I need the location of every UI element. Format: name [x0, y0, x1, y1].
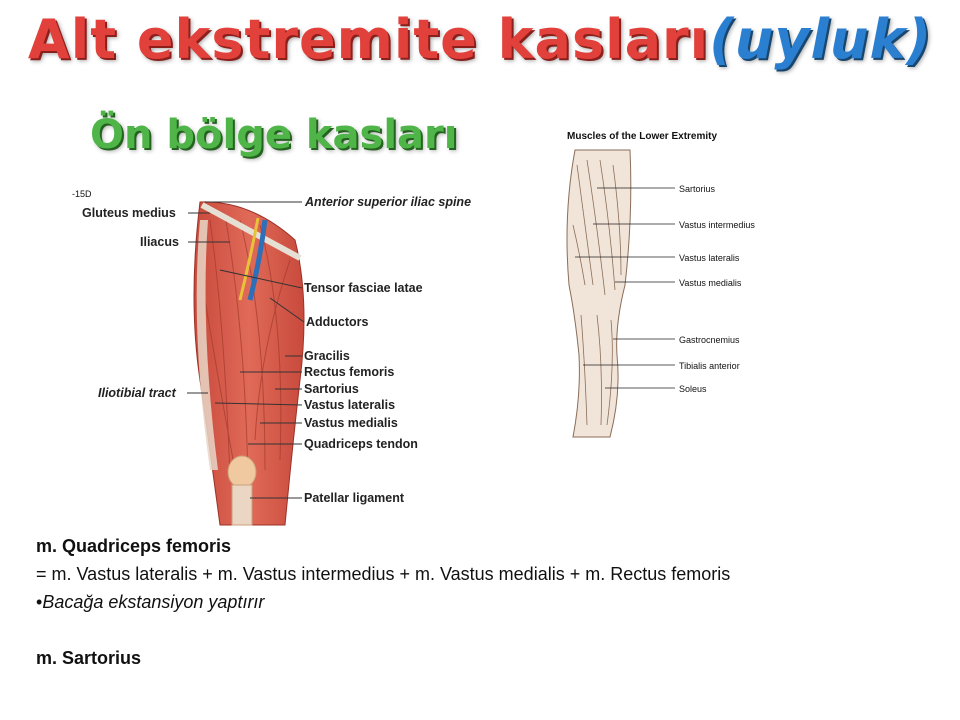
heading-quadriceps: m. Quadriceps femoris — [36, 536, 232, 556]
lower-extremity-title: Muscles of the Lower Extremity — [567, 131, 718, 142]
quadriceps-formula: = m. Vastus lateralis + m. Vastus intermedius + m. Vastus medialis + m. Rectus femoris — [36, 564, 731, 584]
label-rectus-femoris: Rectus femoris — [304, 365, 395, 379]
label-r-vastus-lateralis: Vastus lateralis — [679, 253, 740, 263]
label-r-tibialis-anterior: Tibialis anterior — [679, 361, 740, 371]
label-r-vastus-medialis: Vastus medialis — [679, 278, 742, 288]
label-r-soleus: Soleus — [679, 384, 707, 394]
label-tensor-fasciae-latae: Tensor fasciae latae — [304, 281, 423, 295]
label-iliotibial-tract: Iliotibial tract — [98, 386, 176, 400]
slide-title-close-paren: ) — [906, 8, 933, 71]
anterior-thigh-illustration — [60, 180, 500, 530]
figure-corner-mark: -15D — [72, 189, 92, 199]
label-vastus-medialis: Vastus medialis — [304, 416, 398, 430]
label-gluteus-medius: Gluteus medius — [82, 206, 176, 220]
patellar-ligament-shape — [232, 485, 252, 525]
bullet-line — [36, 588, 936, 616]
label-gracilis: Gracilis — [304, 349, 350, 363]
label-iliacus: Iliacus — [140, 235, 179, 249]
label-r-vastus-intermedius: Vastus intermedius — [679, 220, 755, 230]
bullet-symbol: • — [36, 592, 43, 612]
label-quadriceps-tendon: Quadriceps tendon — [304, 437, 418, 451]
label-sartorius: Sartorius — [304, 382, 359, 396]
label-vastus-lateralis: Vastus lateralis — [304, 398, 396, 412]
spacer — [36, 616, 936, 644]
slide-title-open-paren: ( — [709, 8, 735, 71]
slide-subtitle: Ön bölge kasları — [90, 112, 458, 158]
heading-sartorius: m. Sartorius — [36, 648, 142, 668]
slide-body — [36, 532, 936, 672]
label-patellar-ligament: Patellar ligament — [304, 491, 405, 505]
label-anterior-superior-iliac-spine: Anterior superior iliac spine — [305, 195, 472, 209]
slide-title-accent: uyluk — [734, 8, 907, 71]
label-r-sartorius: Sartorius — [679, 184, 716, 194]
label-adductors: Adductors — [306, 315, 369, 329]
slide-title-main: Alt ekstremite kasları — [27, 8, 710, 71]
label-r-gastrocnemius: Gastrocnemius — [679, 335, 740, 345]
bullet-text: Bacağa ekstansiyon yaptırır — [42, 592, 265, 612]
slide-title — [0, 8, 960, 71]
patella — [228, 456, 256, 488]
leg-outline — [567, 150, 631, 437]
lower-extremity-illustration — [555, 125, 805, 445]
